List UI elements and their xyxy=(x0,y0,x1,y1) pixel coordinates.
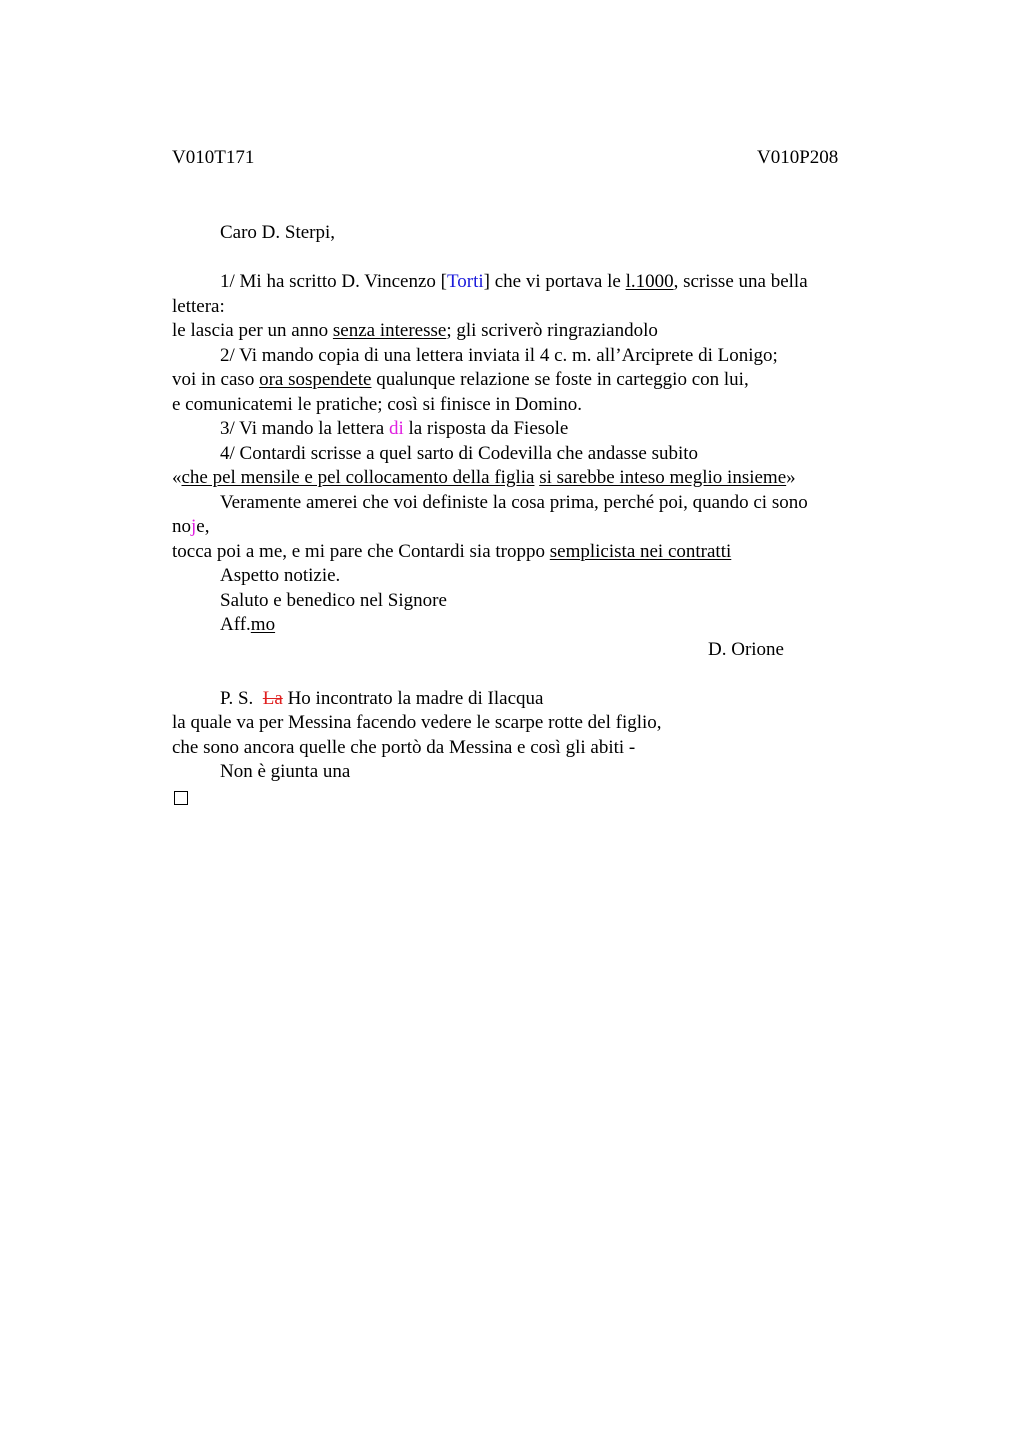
paragraph-2-line-1: 2/ Vi mando copia di una lettera inviata il 4 c. m. all’Arciprete di Lonigo; xyxy=(220,344,778,366)
underlined-text: mo xyxy=(250,614,276,635)
text-span: Ho incontrato la madre di Ilacqua xyxy=(282,687,544,709)
paragraph-2-line-2 xyxy=(172,368,892,393)
text-span: la risposta da Fiesole xyxy=(403,418,569,439)
paragraph-5-line-3 xyxy=(172,540,892,565)
text-span: qualunque relazione se foste in carteggio con lui, xyxy=(371,369,749,390)
text-span: ] che vi portava le xyxy=(483,271,626,292)
salutation: Caro D. Sterpi, xyxy=(220,222,336,243)
closing-line-1: Aspetto notizie. xyxy=(220,565,341,586)
text-span: le lascia per un anno xyxy=(172,320,333,341)
paragraph-5-line-2 xyxy=(172,515,892,540)
underlined-amount: l.1000 xyxy=(625,271,674,292)
postscript-line-2: la quale va per Messina facendo vedere le scarpe rotte del figlio, xyxy=(172,712,662,733)
closing-line-2: Saluto e benedico nel Signore xyxy=(220,589,447,611)
underlined-text: si sarebbe inteso meglio insieme xyxy=(539,467,787,488)
text-span: voi in caso xyxy=(172,369,260,390)
text-span: e, xyxy=(196,516,210,537)
paragraph-3 xyxy=(172,417,892,442)
text-span: no xyxy=(172,516,191,537)
text-span: 1/ Mi ha scritto D. Vincenzo [ xyxy=(220,271,447,292)
postscript-line-4: Non è giunta una xyxy=(220,761,351,782)
paragraph-2-line-3: e comunicatemi le pratiche; così si finisce in Domino. xyxy=(172,393,582,415)
editorial-insertion: Torti xyxy=(447,271,484,292)
quote-open: « xyxy=(172,467,182,488)
text-span: , scrisse una bella xyxy=(673,271,808,292)
underlined-text: senza interesse xyxy=(332,320,447,341)
text-span: ; gli scriverò ringraziandolo xyxy=(446,320,658,341)
editorial-correction: di xyxy=(388,418,404,439)
paragraph-4-line-1: 4/ Contardi scrisse a quel sarto di Codevilla che andasse subito xyxy=(220,442,699,464)
closing-line-3 xyxy=(172,613,892,638)
quote-close: » xyxy=(786,467,796,488)
postscript-line-3: che sono ancora quelle che portò da Messina e così gli abiti - xyxy=(172,736,636,758)
document-code-right: V010P208 xyxy=(757,147,839,168)
empty-square-icon xyxy=(174,791,188,805)
underlined-text: che pel mensile e pel collocamento della figlia xyxy=(181,467,535,488)
paragraph-5-line-1: Veramente amerei che voi definiste la cosa prima, perché poi, quando ci sono xyxy=(220,491,808,513)
document-code-left: V010T171 xyxy=(172,147,255,168)
deleted-text: La xyxy=(262,687,283,709)
underlined-text: semplicista nei contratti xyxy=(549,540,732,562)
text-span: P. S. xyxy=(220,687,263,709)
text-span: tocca poi a me, e mi pare che Contardi sia troppo xyxy=(172,540,550,562)
text-span: Aff. xyxy=(220,614,251,635)
paragraph-1-line-1 xyxy=(172,270,892,295)
spacer xyxy=(172,662,892,687)
letter-body xyxy=(172,221,892,809)
postscript-line-1 xyxy=(172,687,892,712)
text-span: 3/ Vi mando la lettera xyxy=(220,418,389,439)
paragraph-4-quote xyxy=(172,466,892,491)
end-marker xyxy=(172,785,892,810)
spacer xyxy=(172,246,892,271)
paragraph-1-line-2: lettera: xyxy=(172,295,225,317)
underlined-text: ora sospendete xyxy=(259,369,372,390)
signature: D. Orione xyxy=(708,638,784,660)
editorial-correction: j xyxy=(191,516,197,537)
paragraph-1-line-3 xyxy=(172,319,892,344)
